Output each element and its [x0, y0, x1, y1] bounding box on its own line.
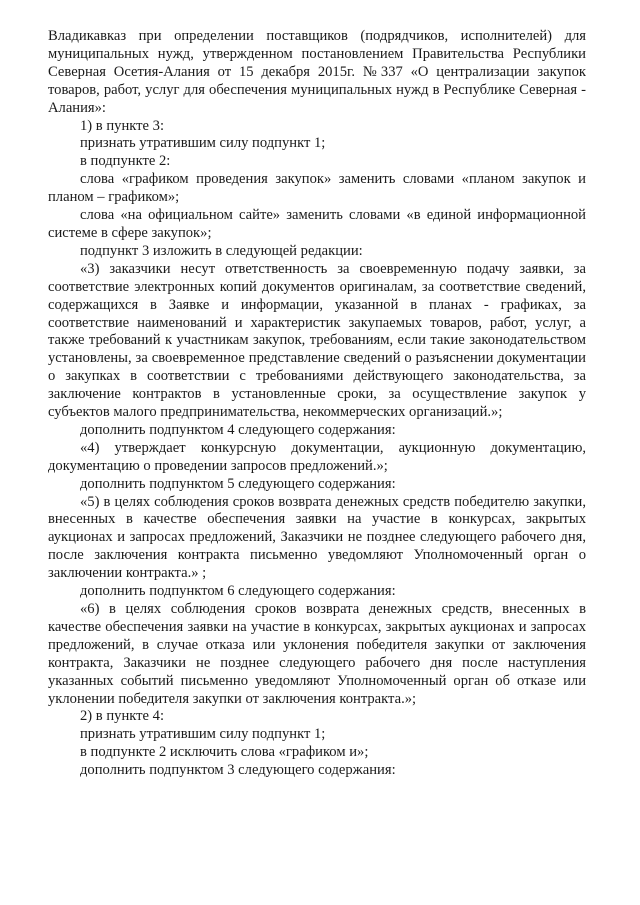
document-body [48, 28, 586, 780]
paragraph-intro: Владикавказ при определении поставщиков (подрядчиков, исполнителей) для муниципальных нужд, утвержденном постановлением Правительства Республики Северная Осетия-Алания от 15 декабря 2015г. №337 «О централизации закупок товаров, работ, услуг для обеспечения муниципальных нужд в Республике Северная - Алания»: [48, 28, 586, 116]
paragraph-add-subpoint-3: дополнить подпунктом 3 следующего содержания: [80, 762, 396, 779]
paragraph-subpoint-6-heading: дополнить подпунктом 6 следующего содержания: [80, 583, 396, 600]
paragraph-repeal-subpoint-1-point-4: признать утратившим силу подпункт 1; [80, 726, 326, 743]
paragraph-replace-website: слова «на официальном сайте» заменить словами «в единой информационной системе в сфере закупок»; [48, 207, 586, 241]
paragraph-replace-schedule: слова «графиком проведения закупок» заменить словами «планом закупок и планом – графиком»; [48, 171, 586, 206]
paragraph-subpoint-5-heading: дополнить подпунктом 5 следующего содержания: [80, 475, 396, 492]
paragraph-subpoint-4-heading: дополнить подпунктом 4 следующего содержания: [80, 421, 396, 438]
paragraph-subpoint-6-text: «6) в целях соблюдения сроков возврата денежных средств, внесенных в качестве обеспечения заявки на участие в конкурсах, закрытых аукционах и запросах предложений, в случае отказа или уклонения победителя закупки от заключения контракта, Заказчики не позднее следующего рабочего дня после наступления указанных событий письменно уведомляют Уполномоченный орган об отказе или уклонении победителя закупки от заключения контракта.»; [48, 601, 586, 707]
paragraph-subpoint-4-text: «4) утверждает конкурсную документации, аукционную документацию, документацию о проведении запросов предложений.»; [48, 439, 586, 474]
paragraph-repeal-subpoint-1: признать утратившим силу подпункт 1; [80, 135, 326, 152]
paragraph-subpoint-3-heading: подпункт 3 изложить в следующей редакции: [80, 242, 363, 259]
paragraph-item-2-point-4: 2) в пункте 4: [80, 708, 165, 725]
paragraph-subpoint-5-text: «5) в целях соблюдения сроков возврата денежных средств победителю закупки, внесенных в качестве обеспечения заявки на участие в конкурсах, закрытых аукционах и запросах предложений, Заказчики не позднее следующего рабочего дня, после заключения контракта письменно уведомляют Уполномоченный орган о заключении контракта.» ; [48, 493, 586, 582]
paragraph-item-1-point-3: 1) в пункте 3: [80, 117, 165, 134]
paragraph-in-subpoint-2: в подпункте 2: [80, 153, 171, 170]
paragraph-subpoint-3-text: «3) заказчики несут ответственность за своевременную подачу заявки, за соответствие электронных копий документов оригиналам, за соответствие сведений, содержащихся в Заявке и информации, указанной в планах - графиках, за соответствие наименований и характеристик закупаемых товаров, работ, услуг, а также требований к участникам закупок, требованиям, если такие законодательством установлены, за своевременное представление сведений о разъяснении документации о закупках в соответствии с требованиями действующего законодательства, за заключение контрактов в установленные сроки, за осуществление закупок у субъектов малого предпринимательства, некоммерческих организаций.»; [48, 260, 586, 421]
paragraph-exclude-words: в подпункте 2 исключить слова «графиком и»; [80, 744, 369, 761]
